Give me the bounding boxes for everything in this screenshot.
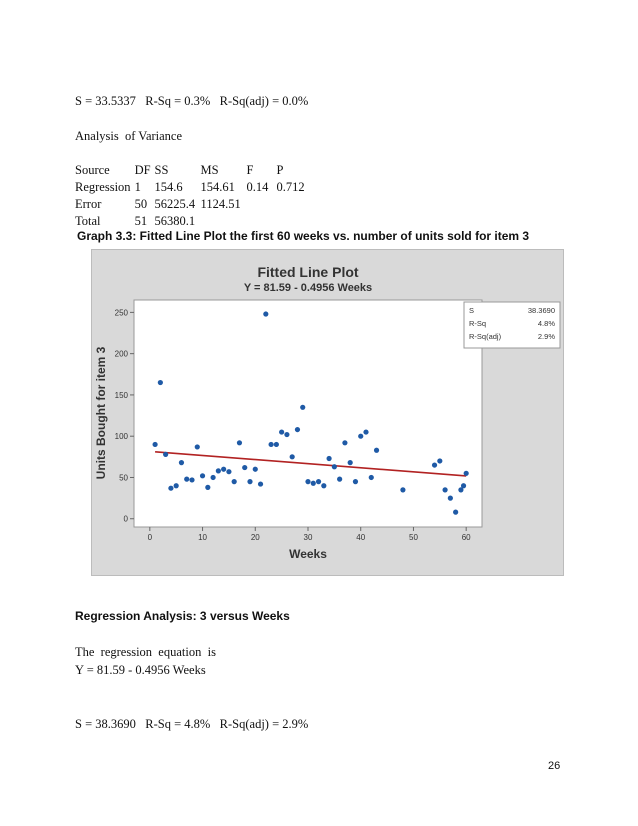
scatter-point (263, 311, 268, 316)
stats-box-value: 4.8% (537, 319, 555, 328)
x-tick-label: 0 (147, 533, 153, 542)
scatter-point (168, 486, 173, 491)
chart-svg (92, 250, 565, 577)
anova-cell: 0.14 (246, 180, 269, 194)
anova-cell: Error (75, 197, 102, 211)
scatter-point (461, 483, 466, 488)
scatter-point (437, 458, 442, 463)
anova-header-cell: SS (154, 163, 169, 177)
chart-title: Fitted Line Plot (257, 264, 359, 280)
anova-cell: 154.6 (154, 180, 183, 194)
anova-cell: Regression (75, 180, 131, 194)
scatter-point (195, 444, 200, 449)
scatter-point (179, 460, 184, 465)
y-tick-label: 250 (114, 308, 128, 318)
y-tick-label: 100 (114, 432, 128, 442)
scatter-point (247, 479, 252, 484)
scatter-point (274, 442, 279, 447)
anova-header-row (75, 162, 309, 179)
anova-cell (247, 213, 277, 230)
anova-cell (277, 196, 309, 213)
y-tick-label: 150 (114, 390, 128, 400)
scatter-point (332, 464, 337, 469)
scatter-point (432, 462, 437, 467)
scatter-point (226, 469, 231, 474)
x-tick-label: 20 (250, 533, 260, 542)
stats-box-label: R-Sq(adj) (469, 332, 502, 341)
x-tick-label: 10 (198, 533, 207, 542)
stats-box (464, 302, 560, 348)
model-summary: S = 38.3690 R-Sq = 4.8% R-Sq(adj) = 2.9% (75, 717, 309, 731)
chart-subtitle: Y = 81.59 - 0.4956 Weeks (243, 282, 373, 294)
y-tick-label: 50 (119, 473, 128, 483)
anova-cell: 1 (134, 180, 141, 194)
scatter-point (174, 483, 179, 488)
scatter-point (305, 479, 310, 484)
stats-box-label: S (469, 306, 475, 315)
anova-title: Analysis of Variance (75, 129, 183, 143)
regression-equation: Y = 81.59 - 0.4956 Weeks (75, 663, 206, 677)
stats-box-label: R-Sq (469, 319, 487, 328)
stats-box-value: 38.3690 (527, 306, 555, 315)
anova-cell: 50 (134, 197, 148, 211)
x-tick-label: 60 (461, 533, 471, 542)
scatter-point (400, 487, 405, 492)
anova-header-cell: Source (75, 163, 110, 177)
x-tick-label: 50 (409, 533, 418, 542)
anova-cell: 154.61 (200, 180, 235, 194)
scatter-point (321, 483, 326, 488)
anova-header-cell: P (276, 163, 284, 177)
scatter-point (210, 475, 215, 480)
anova-cell: Total (75, 214, 101, 228)
scatter-point (326, 456, 331, 461)
scatter-point (290, 454, 295, 459)
anova-cell (277, 213, 309, 230)
previous-model-summary: S = 33.5337 R-Sq = 0.3% R-Sq(adj) = 0.0% (75, 94, 309, 108)
page-number: 26 (548, 760, 561, 772)
y-axis-label: Units Bought for item 3 (94, 346, 108, 480)
anova-cell: 51 (134, 214, 148, 228)
scatter-point (258, 481, 263, 486)
x-axis-label: Weeks (289, 547, 327, 561)
scatter-point (279, 429, 284, 434)
scatter-point (316, 479, 321, 484)
equation-intro: The regression equation is (75, 645, 216, 659)
scatter-point (453, 510, 458, 515)
anova-cell: 56380.1 (154, 214, 196, 228)
scatter-point (295, 427, 300, 432)
graph-caption: Graph 3.3: Fitted Line Plot the first 60 weeks vs. number of units sold for item 3 (77, 229, 530, 243)
anova-cell (247, 196, 277, 213)
scatter-point (464, 471, 469, 476)
anova-cell: 56225.4 (154, 197, 196, 211)
scatter-point (253, 467, 258, 472)
scatter-point (358, 434, 363, 439)
scatter-point (242, 465, 247, 470)
anova-header-cell: DF (134, 163, 151, 177)
fitted-line-plot (91, 249, 564, 576)
scatter-point (158, 380, 163, 385)
anova-header-cell: MS (200, 163, 219, 177)
scatter-point (216, 468, 221, 473)
scatter-point (221, 467, 226, 472)
scatter-point (237, 440, 242, 445)
scatter-point (284, 432, 289, 437)
scatter-point (363, 429, 368, 434)
x-tick-label: 30 (303, 533, 313, 542)
scatter-point (184, 477, 189, 482)
plot-area (134, 300, 482, 527)
scatter-point (342, 440, 347, 445)
scatter-point (200, 473, 205, 478)
scatter-point (205, 485, 210, 490)
regression-heading: Regression Analysis: 3 versus Weeks (75, 609, 290, 623)
scatter-point (152, 442, 157, 447)
scatter-point (337, 477, 342, 482)
scatter-point (448, 496, 453, 501)
scatter-point (268, 442, 273, 447)
anova-table (75, 162, 309, 230)
scatter-point (189, 477, 194, 482)
table-row (75, 196, 309, 213)
scatter-point (348, 460, 353, 465)
stats-box-value: 2.9% (537, 332, 555, 341)
table-row (75, 213, 309, 230)
scatter-point (374, 448, 379, 453)
anova-header-cell: F (246, 163, 254, 177)
scatter-point (232, 479, 237, 484)
anova-cell: 1124.51 (200, 197, 241, 211)
scatter-point (311, 481, 316, 486)
anova-cell: 0.712 (276, 180, 305, 194)
scatter-point (163, 452, 168, 457)
y-tick-label: 200 (114, 349, 128, 359)
y-tick-label: 0 (123, 514, 128, 524)
scatter-point (353, 479, 358, 484)
scatter-point (369, 475, 374, 480)
anova-cell (201, 213, 247, 230)
scatter-point (442, 487, 447, 492)
table-row (75, 179, 309, 196)
scatter-point (300, 405, 305, 410)
x-tick-label: 40 (356, 533, 366, 542)
